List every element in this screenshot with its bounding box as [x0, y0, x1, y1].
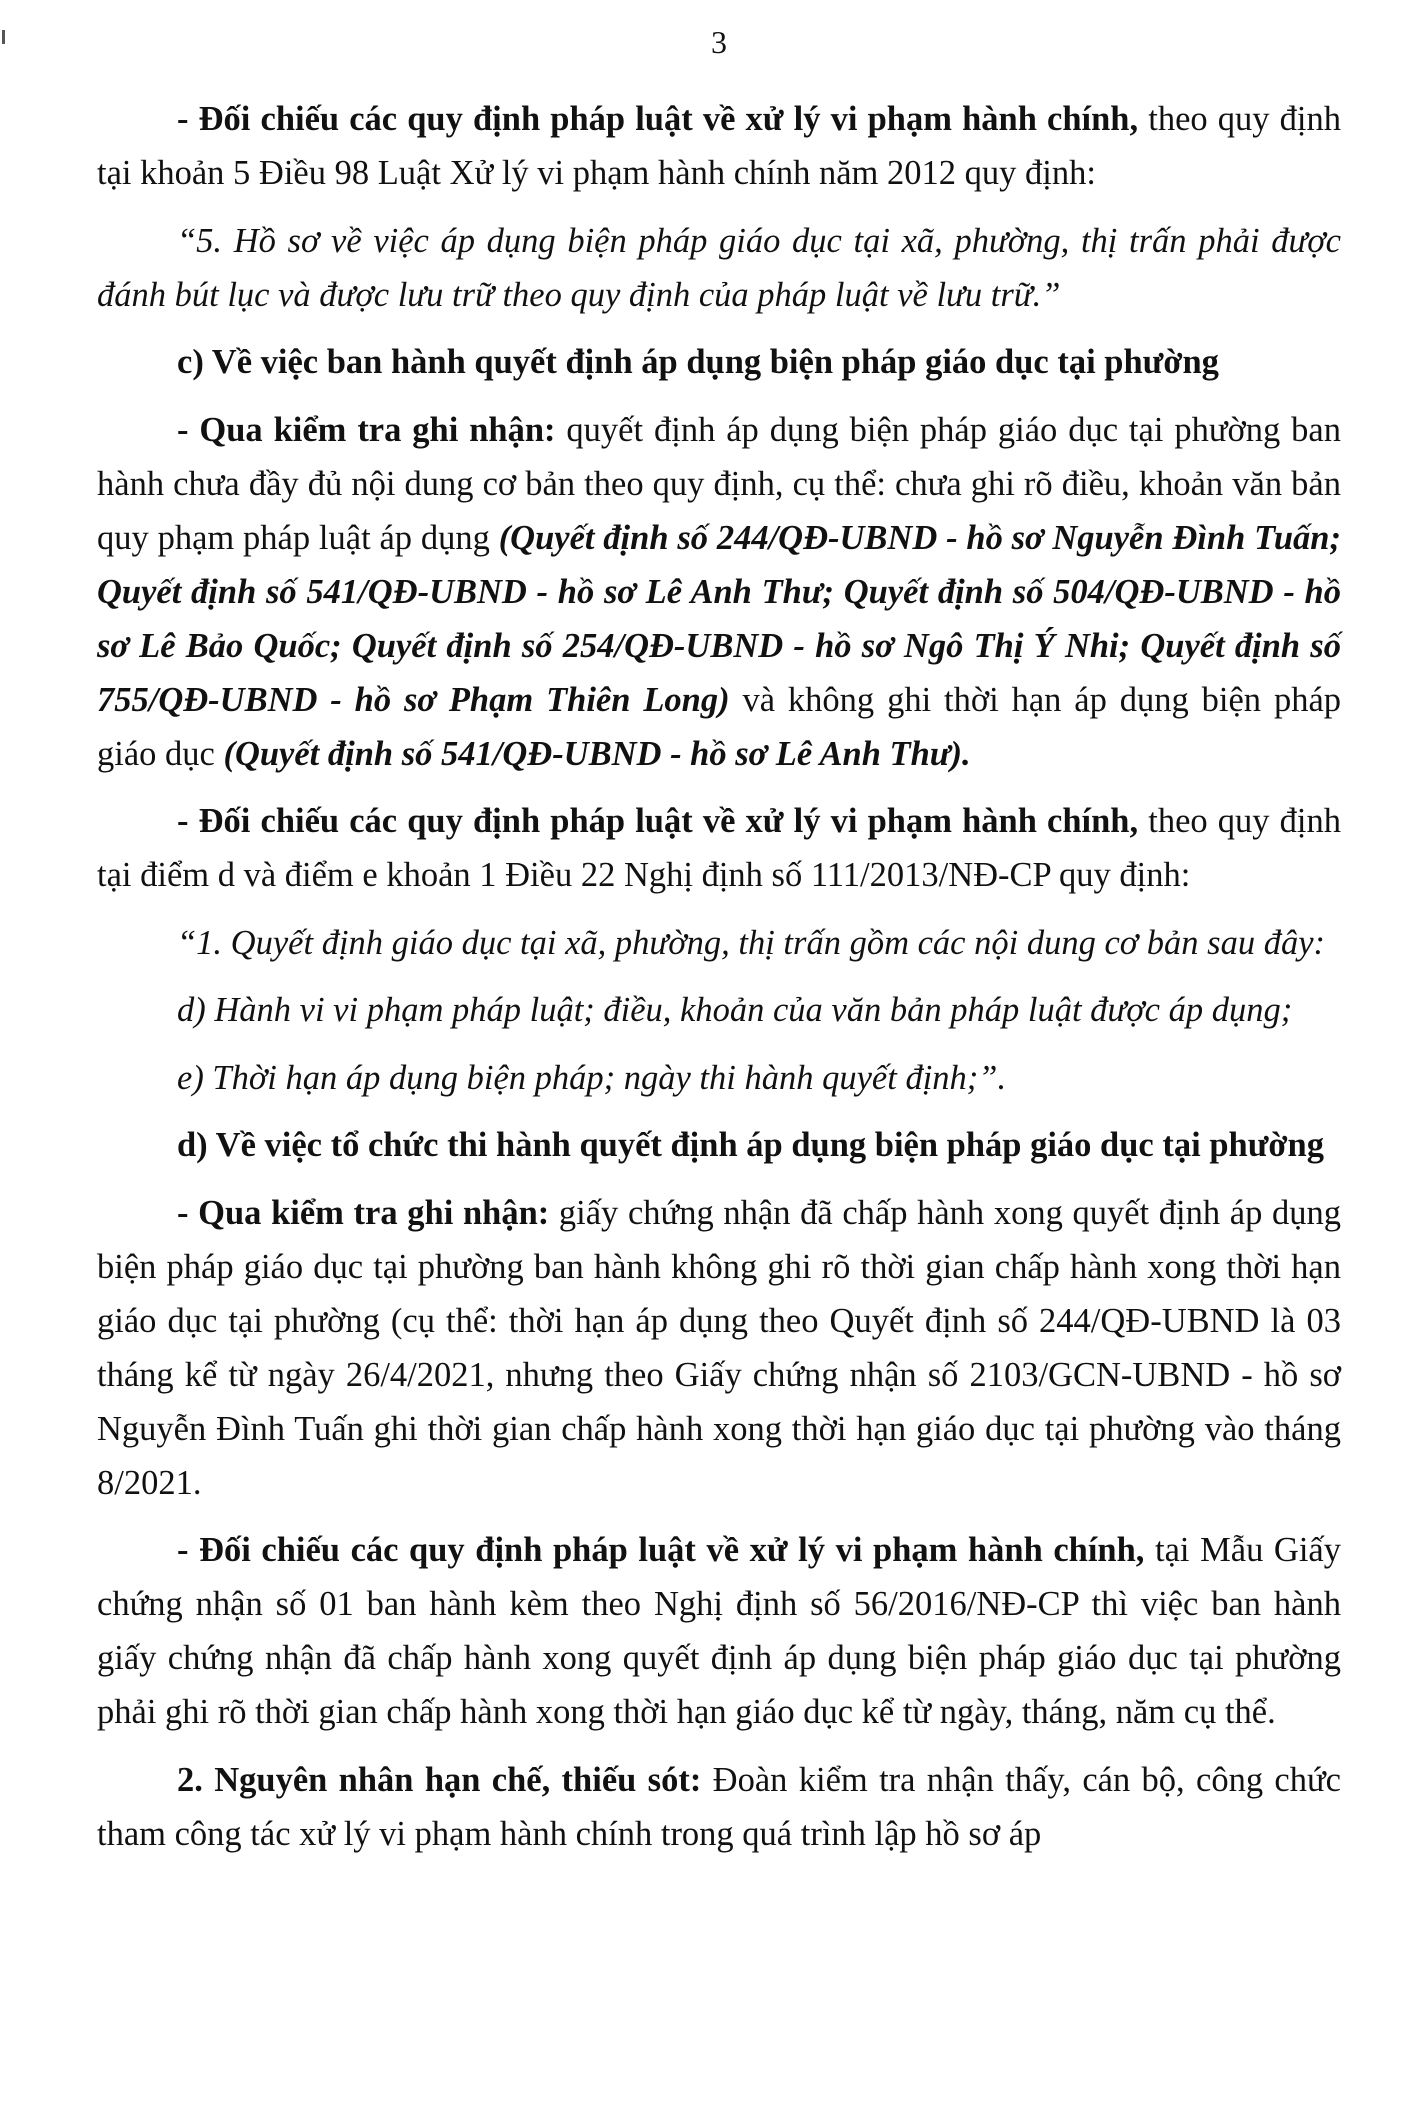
paragraph-inspection-c [97, 403, 1341, 781]
paragraph-comparison-3 [97, 1523, 1341, 1739]
paragraph-text: quyết định áp dụng biện pháp giáo dục tại phường ban hành chưa đầy đủ nội dung cơ bản theo quy định, cụ thể: chưa ghi rõ điều, khoản văn bản quy phạm pháp luật áp dụng [97, 410, 1341, 557]
section-heading-d: d) Về việc tổ chức thi hành quyết định áp dụng biện pháp giáo dục tại phường [177, 1126, 1324, 1164]
quote-decree-111-intro: “1. Quyết định giáo dục tại xã, phường, thị trấn gồm các nội dung cơ bản sau đây: [177, 923, 1326, 962]
paragraph-lead: - Đối chiếu các quy định pháp luật về xử lý vi phạm hành chính, [177, 1531, 1145, 1569]
paragraph-comparison-2 [97, 794, 1341, 902]
quote-decree-111-point-e: e) Thời hạn áp dụng biện pháp; ngày thi hành quyết định;”. [177, 1058, 1007, 1097]
decision-references: (Quyết định số 244/QĐ-UBND - hồ sơ Nguyễn Đình Tuấn; Quyết định số 541/QĐ-UBND - hồ sơ Lê Anh Thư; Quyết định số 504/QĐ-UBND - hồ sơ Lê Bảo Quốc; Quyết định số 254/QĐ-UBND - hồ sơ Ngô Thị Ý Nhi; Quyết định số 755/QĐ-UBND - hồ sơ Phạm Thiên Long) [97, 518, 1341, 719]
paragraph-lead: - Đối chiếu các quy định pháp luật về xử lý vi phạm hành chính, [177, 100, 1139, 138]
decision-reference: (Quyết định số 541/QĐ-UBND - hồ sơ Lê Anh Thư). [223, 734, 971, 773]
paragraph-text: theo quy định tại khoản 5 Điều 98 Luật Xử lý vi phạm hành chính năm 2012 quy định: [97, 100, 1341, 192]
paragraph-text: Đoàn kiểm tra nhận thấy, cán bộ, công chức tham công tác xử lý vi phạm hành chính trong quá trình lập hồ sơ áp [97, 1760, 1341, 1853]
paragraph-lead: 2. Nguyên nhân hạn chế, thiếu sót: [177, 1760, 702, 1799]
page-number: 3 [711, 24, 727, 60]
quote-article-98: “5. Hồ sơ về việc áp dụng biện pháp giáo dục tại xã, phường, thị trấn phải được đánh bút lục và được lưu trữ theo quy định của pháp luật về lưu trữ.” [97, 221, 1341, 314]
paragraph-lead: - Qua kiểm tra ghi nhận: [177, 1193, 550, 1232]
paragraph-text: tại Mẫu Giấy chứng nhận số 01 ban hành kèm theo Nghị định số 56/2016/NĐ-CP thì việc ban hành giấy chứng nhận đã chấp hành xong quyết định áp dụng biện pháp giáo dục tại phường phải ghi rõ thời gian chấp hành xong thời hạn giáo dục kể từ ngày, tháng, năm cụ thể. [97, 1531, 1341, 1731]
paragraph-lead: - Đối chiếu các quy định pháp luật về xử lý vi phạm hành chính, [177, 802, 1139, 840]
paragraph-text: và không ghi thời hạn áp dụng biện pháp giáo dục [97, 680, 1342, 773]
quote-decree-111-point-d: d) Hành vi vi phạm pháp luật; điều, khoản của văn bản pháp luật được áp dụng; [177, 991, 1293, 1029]
paragraph-text: theo quy định tại điểm d và điểm e khoản 1 Điều 22 Nghị định số 111/2013/NĐ-CP quy định: [97, 802, 1341, 894]
paragraph-comparison-1 [97, 92, 1341, 200]
paragraph-text: giấy chứng nhận đã chấp hành xong quyết định áp dụng biện pháp giáo dục tại phường ban hành không ghi rõ thời gian chấp hành xong thời hạn giáo dục tại phường (cụ thể: thời hạn áp dụng theo Quyết định số 244/QĐ-UBND là 03 tháng kể từ ngày 26/4/2021, nhưng theo Giấy chứng nhận số 2103/GCN-UBND - hồ sơ Nguyễn Đình Tuấn ghi thời gian chấp hành xong thời hạn giáo dục tại phường vào tháng 8/2021. [97, 1193, 1341, 1502]
scan-edge-mark [2, 30, 5, 44]
section-heading-c: c) Về việc ban hành quyết định áp dụng biện pháp giáo dục tại phường [177, 343, 1219, 381]
document-body [97, 92, 1341, 1874]
paragraph-inspection-d [97, 1186, 1341, 1510]
paragraph-lead: - Qua kiểm tra ghi nhận: [177, 410, 556, 449]
paragraph-causes [97, 1753, 1341, 1861]
